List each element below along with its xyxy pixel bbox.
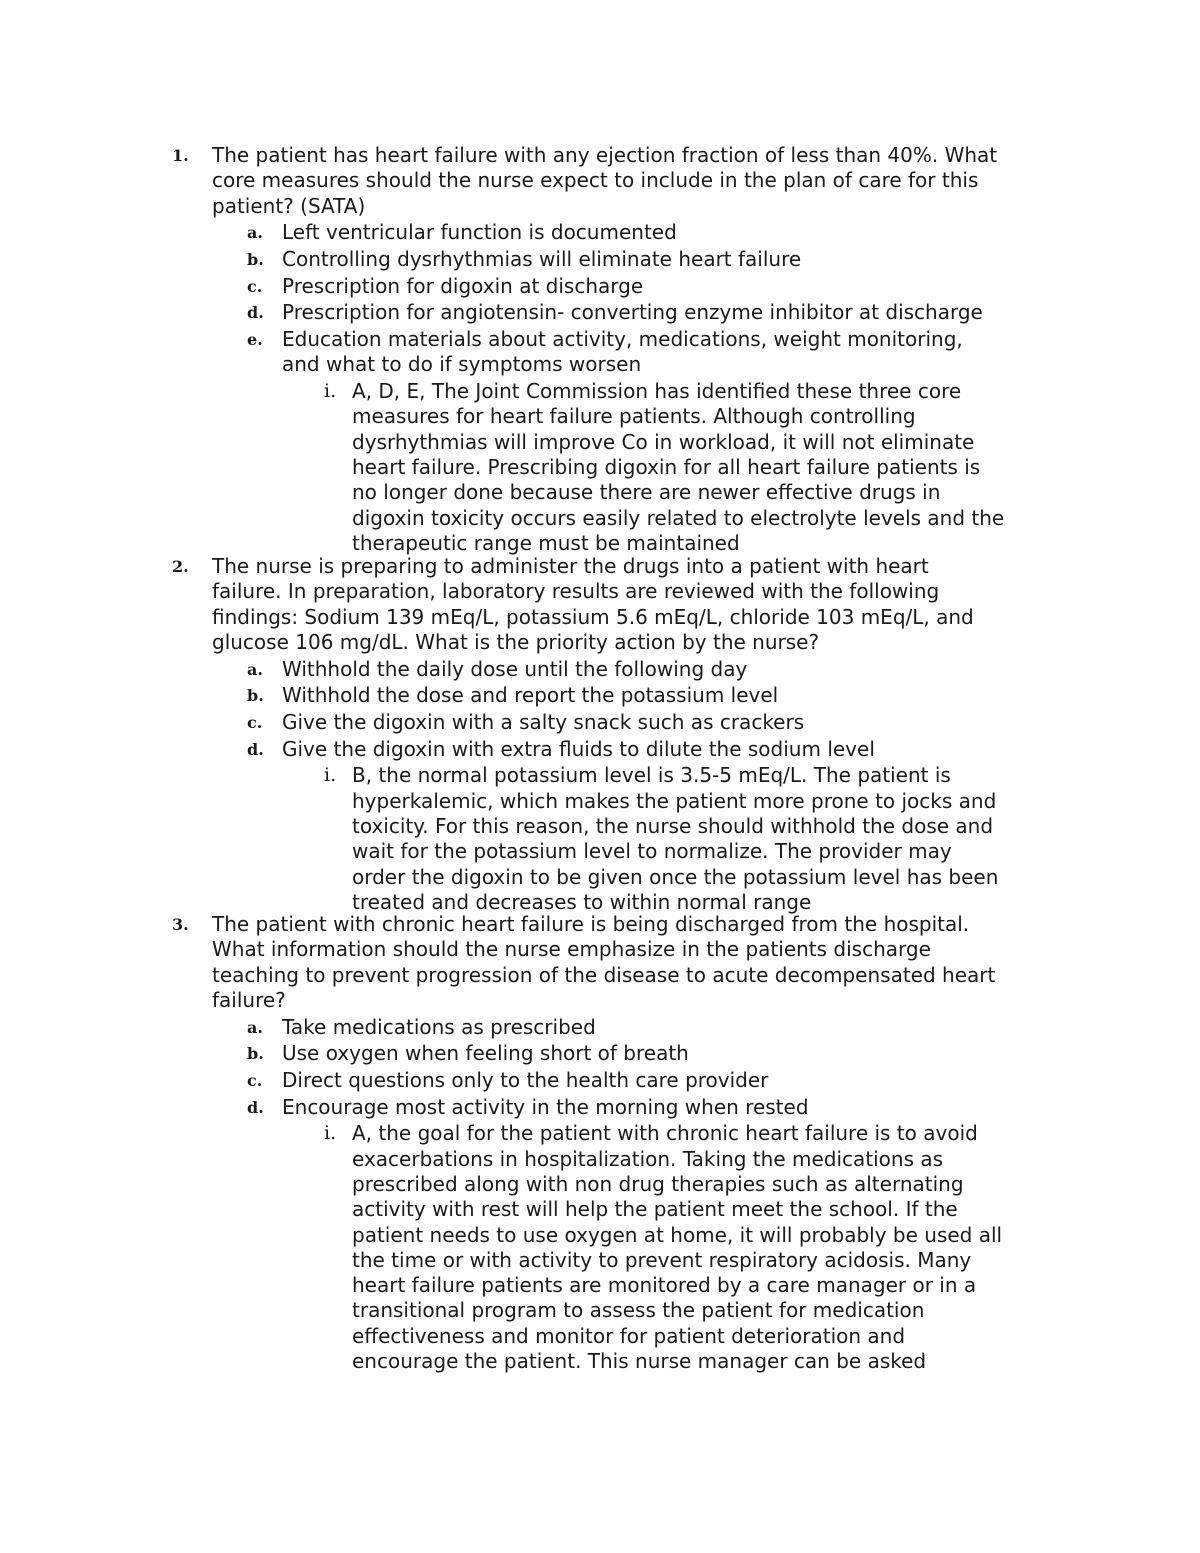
option-text-line: and what to do if symptoms worsen bbox=[282, 352, 642, 377]
answer-text-line: encourage the patient. This nurse manager can be asked bbox=[352, 1349, 927, 1373]
option-letter: b. bbox=[247, 686, 264, 706]
option-letter: a. bbox=[247, 659, 263, 679]
answer-text-line: A, D, E, The Joint Commission has identified these three core bbox=[352, 379, 962, 404]
question-text-line: glucose 106 mg/dL. What is the priority action by the nurse? bbox=[212, 629, 820, 654]
option-text-line: Controlling dysrhythmias will eliminate heart failure bbox=[282, 246, 802, 271]
question-text-line: core measures should the nurse expect to include in the plan of care for this bbox=[212, 168, 979, 193]
answer-text-line: wait for the potassium level to normalize. The provider may bbox=[352, 839, 952, 864]
question-text-line: patient? (SATA) bbox=[212, 193, 366, 218]
question-number: 1. bbox=[172, 146, 189, 165]
answer-rationale bbox=[172, 1121, 1072, 1374]
option-letter: b. bbox=[247, 249, 264, 269]
option-letter: b. bbox=[247, 1044, 264, 1064]
answer-text-line: exacerbations in hospitalization. Taking the medications as bbox=[352, 1146, 944, 1171]
answer-rationale bbox=[172, 379, 1072, 556]
answer-numeral: i. bbox=[324, 764, 337, 787]
question-number: 3. bbox=[172, 915, 189, 934]
question-stem bbox=[172, 554, 1072, 655]
answer-text-line: toxicity. For this reason, the nurse should withhold the dose and bbox=[352, 813, 994, 838]
answer-text-line: patient needs to use oxygen at home, it will probably be used all bbox=[352, 1222, 1003, 1247]
option-letter: d. bbox=[247, 303, 264, 323]
answer-text-line: A, the goal for the patient with chronic heart failure is to avoid bbox=[352, 1121, 978, 1146]
answer-text-line: effectiveness and monitor for patient deterioration and bbox=[352, 1323, 906, 1348]
option-a bbox=[172, 657, 1072, 682]
answer-text-line: hyperkalemic, which makes the patient more prone to jocks and bbox=[352, 788, 997, 813]
option-e bbox=[172, 327, 1072, 378]
answer-numeral: i. bbox=[324, 1122, 337, 1145]
answer-text-line: transitional program to assess the patient for medication bbox=[352, 1298, 925, 1323]
option-b bbox=[172, 247, 1072, 272]
option-text-line: Direct questions only to the health care provider bbox=[282, 1067, 769, 1092]
option-text-line: Withhold the dose and report the potassium level bbox=[282, 683, 779, 708]
question-text-line: What information should the nurse emphasize in the patients discharge bbox=[212, 937, 931, 962]
option-letter: a. bbox=[247, 223, 263, 243]
option-d bbox=[172, 300, 1072, 325]
answer-text-line: prescribed along with non drug therapies such as alternating bbox=[352, 1171, 964, 1196]
option-letter: d. bbox=[247, 1097, 264, 1117]
question-text-line: teaching to prevent progression of the disease to acute decompensated heart bbox=[212, 962, 996, 987]
answer-text-line: heart failure patients are monitored by a care manager or in a bbox=[352, 1273, 977, 1298]
answer-text-line: activity with rest will help the patient meet the school. If the bbox=[352, 1197, 958, 1222]
question-2 bbox=[172, 554, 1072, 915]
question-stem bbox=[172, 143, 1072, 219]
option-text-line: Prescription for digoxin at discharge bbox=[282, 273, 644, 298]
answer-text-line: no longer done because there are newer effective drugs in bbox=[352, 480, 941, 505]
question-text-line: The patient has heart failure with any ejection fraction of less than 40%. What bbox=[212, 143, 998, 167]
question-text-line: The patient with chronic heart failure is being discharged from the hospital. bbox=[212, 912, 970, 936]
answer-text-line: the time or with activity to prevent respiratory acidosis. Many bbox=[352, 1247, 972, 1272]
question-text-line: The nurse is preparing to administer the drugs into a patient with heart bbox=[212, 554, 929, 578]
option-letter: d. bbox=[247, 739, 264, 759]
answer-numeral: i. bbox=[324, 380, 337, 403]
option-text-line: Give the digoxin with a salty snack such as crackers bbox=[282, 709, 805, 734]
answer-text-line: B, the normal potassium level is 3.5-5 mEq/L. The patient is bbox=[352, 763, 951, 788]
answer-text-line: treated and decreases to within normal range bbox=[352, 889, 812, 914]
option-b bbox=[172, 683, 1072, 708]
option-text-line: Use oxygen when feeling short of breath bbox=[282, 1041, 689, 1066]
answer-text-line: measures for heart failure patients. Although controlling bbox=[352, 404, 916, 429]
option-text-line: Encourage most activity in the morning when rested bbox=[282, 1094, 809, 1119]
question-3 bbox=[172, 912, 1072, 1374]
option-text-line: Prescription for angiotensin- converting enzyme inhibitor at discharge bbox=[282, 300, 983, 325]
option-letter: a. bbox=[247, 1017, 263, 1037]
answer-rationale bbox=[172, 763, 1072, 915]
question-1 bbox=[172, 143, 1072, 556]
option-c bbox=[172, 1068, 1072, 1093]
answer-text-line: digoxin toxicity occurs easily related to electrolyte levels and the bbox=[352, 505, 1005, 530]
option-text-line: Take medications as prescribed bbox=[282, 1014, 596, 1039]
option-text-line: Education materials about activity, medications, weight monitoring, bbox=[282, 327, 963, 352]
option-a bbox=[172, 1015, 1072, 1040]
option-text-line: Withhold the daily dose until the following day bbox=[282, 656, 748, 681]
option-d bbox=[172, 737, 1072, 762]
option-letter: c. bbox=[247, 712, 263, 732]
option-letter: c. bbox=[247, 276, 263, 296]
option-d bbox=[172, 1095, 1072, 1120]
option-b bbox=[172, 1041, 1072, 1066]
option-c bbox=[172, 274, 1072, 299]
question-text-line: failure. In preparation, laboratory results are reviewed with the following bbox=[212, 579, 940, 604]
answer-text-line: heart failure. Prescribing digoxin for all heart failure patients is bbox=[352, 454, 981, 479]
answer-text-line: order the digoxin to be given once the potassium level has been bbox=[352, 864, 999, 889]
option-letter: e. bbox=[247, 330, 263, 350]
option-c bbox=[172, 710, 1072, 735]
option-text-line: Left ventricular function is documented bbox=[282, 220, 677, 245]
option-letter: c. bbox=[247, 1070, 263, 1090]
question-text-line: findings: Sodium 139 mEq/L, potassium 5.6 mEq/L, chloride 103 mEq/L, and bbox=[212, 604, 974, 629]
answer-text-line: dysrhythmias will improve Co in workload, it will not eliminate bbox=[352, 429, 975, 454]
option-text-line: Give the digoxin with extra fluids to dilute the sodium level bbox=[282, 736, 875, 761]
option-a bbox=[172, 220, 1072, 245]
answer-text-line: therapeutic range must be maintained bbox=[352, 530, 740, 555]
question-stem bbox=[172, 912, 1072, 1013]
question-number: 2. bbox=[172, 557, 189, 576]
question-text-line: failure? bbox=[212, 987, 286, 1012]
